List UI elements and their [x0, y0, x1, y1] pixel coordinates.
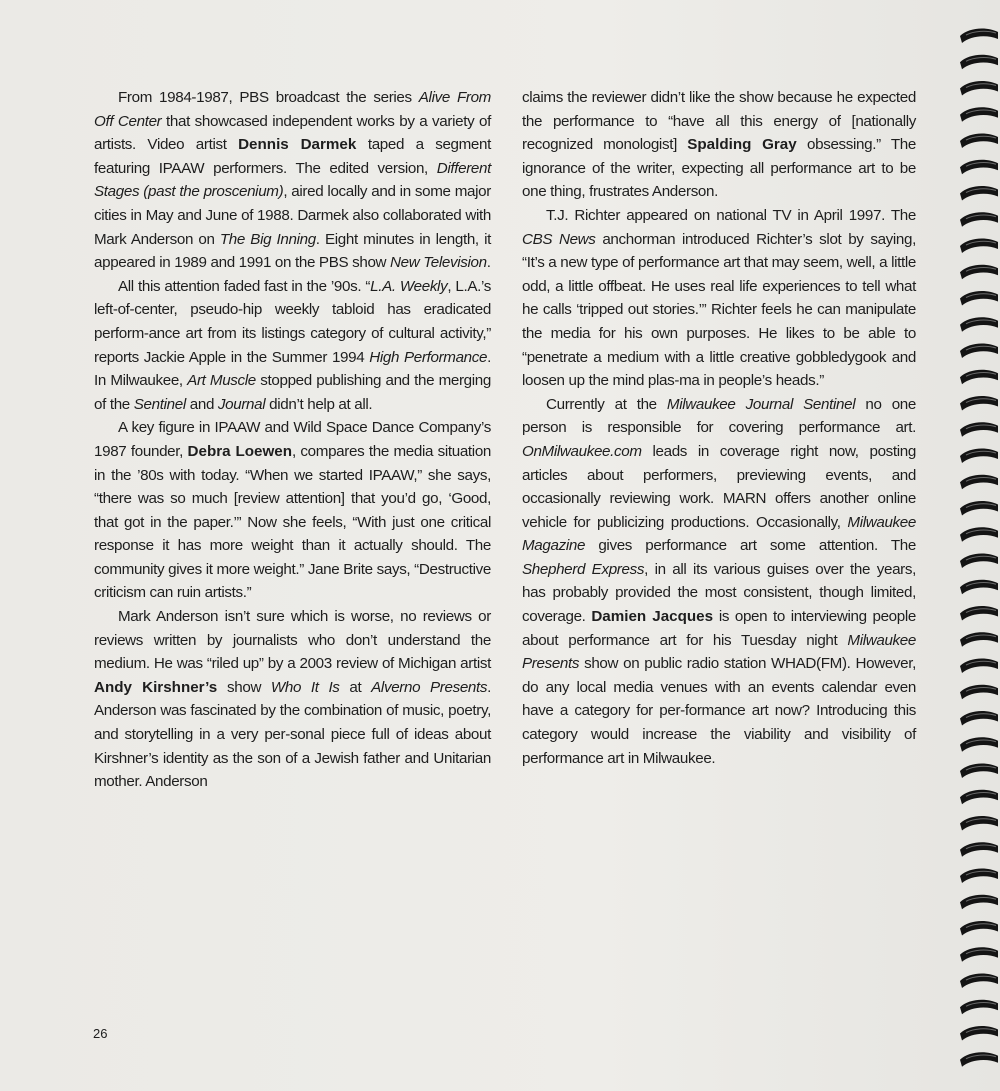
binding-coil — [960, 711, 998, 725]
binding-coil — [960, 659, 998, 673]
italic-title: Who It Is — [270, 678, 340, 696]
italic-title: Milwaukee Presents — [522, 631, 916, 673]
binding-coil — [960, 344, 998, 358]
binding-coil — [960, 1000, 998, 1014]
binding-coil — [960, 685, 998, 699]
italic-title: CBS News — [522, 230, 596, 248]
binding-coil — [960, 475, 998, 489]
text-run: . Anderson was fascinated by the combination of music, poetry, and storytelling in a very per-sonal piece full of ideas about Kirshner’s identity as the son of a Jewish father and Unitarian mother. Anderson — [94, 678, 491, 791]
italic-title: Milwaukee Magazine — [522, 513, 916, 555]
left-text-column — [94, 86, 491, 794]
italic-title: The Big Inning — [219, 230, 316, 248]
text-run: didn’t help at all. — [265, 395, 373, 413]
italic-title: Shepherd Express — [522, 560, 645, 578]
italic-title: New Television — [390, 254, 487, 272]
binding-coil — [960, 974, 998, 988]
binding-coil — [960, 554, 998, 568]
text-run: show on public radio station WHAD(FM). However, do any local media venues with an events calendar even have a category for per-formance art now? Introducing this category would increase the viability and visibility of performance art in Milwaukee. — [522, 655, 916, 767]
text-run: T.J. Richter appeared on national TV in April 1997. The — [546, 206, 916, 224]
text-run: , in all its various guises over the years, has probably provided the most consistent, though limited, coverage. — [522, 560, 916, 626]
binding-coil — [960, 1026, 998, 1040]
binding-coil — [960, 764, 998, 778]
paragraph — [94, 86, 491, 275]
italic-title: Alive From Off Center — [94, 89, 491, 130]
paragraph — [522, 204, 916, 393]
binding-coil — [960, 895, 998, 909]
binding-coil — [960, 921, 998, 935]
paragraph — [522, 86, 916, 204]
binding-coil — [960, 606, 998, 620]
binding-coil — [960, 527, 998, 541]
text-run: no one person is responsible for covering performance art. — [522, 395, 916, 437]
binding-coil — [960, 501, 998, 515]
text-run: gives performance art some attention. The — [585, 537, 916, 555]
binding-coil — [960, 632, 998, 646]
binding-coil — [960, 370, 998, 384]
paragraph — [94, 605, 491, 794]
binding-coil — [960, 790, 998, 804]
binding-coil — [960, 317, 998, 331]
binding-coil — [960, 869, 998, 883]
binding-coil — [960, 737, 998, 751]
text-run: that showcased independent works by a variety of artists. Video artist — [94, 112, 491, 154]
binding-coil — [960, 81, 998, 95]
paragraph — [94, 275, 491, 417]
page-number: 26 — [93, 1026, 108, 1041]
italic-title: Alverno Presents — [371, 678, 488, 696]
binding-coil — [960, 265, 998, 279]
binding-coil — [960, 134, 998, 148]
italic-title: OnMilwaukee.com — [522, 442, 642, 460]
text-run: at — [339, 678, 372, 696]
binding-coil — [960, 422, 998, 436]
text-run: . Eight minutes in length, it appeared in 1989 and 1991 on the PBS show — [94, 230, 491, 272]
text-run: anchorman introduced Richter’s slot by saying, “It’s a new type of performance art that may seem, well, a little odd, a little offbeat. He uses real life experiences to tell what he calls ‘tripped out stories.’” Richter feels he can manipulate the media for his own purposes. He likes to be able to “penetrate a medium with a little creative gobbledygook and loosen up the mind plas-ma in people’s heads.” — [522, 230, 916, 390]
text-run: . — [486, 254, 491, 272]
binding-coil — [960, 947, 998, 961]
binding-coil — [960, 396, 998, 410]
text-run: leads in coverage right now, posting articles about performers, previewing events, and occasionally reviewing work. MARN offers another online vehicle for publicizing productions. Occasionally, — [522, 442, 916, 531]
binding-coil — [960, 186, 998, 200]
paragraph — [94, 416, 491, 605]
text-run: claims the reviewer didn’t like the show because he expected the performance to “have all this energy of [nationally recognized monologist] — [522, 89, 916, 154]
text-run: A key figure in IPAAW and Wild Space Dance Company’s 1987 founder, — [94, 419, 491, 460]
bold-name: Spalding Gray — [687, 136, 797, 154]
binding-coil — [960, 291, 998, 305]
text-run: Mark Anderson isn’t sure which is worse, no reviews or reviews written by journalists who don’t understand the medium. He was “riled up” by a 2003 review of Michigan artist — [94, 608, 491, 673]
text-run: is open to interviewing people about performance art for his Tuesday night — [522, 608, 916, 649]
text-run: taped a segment featuring IPAAW performers. The edited version, — [94, 136, 491, 177]
binding-coil — [960, 580, 998, 594]
italic-title: Journal — [217, 395, 266, 413]
binding-coil — [960, 842, 998, 856]
italic-title: High Performance — [369, 348, 488, 366]
text-run: obsessing.” The ignorance of the writer, expecting all performance art to be one thing, frustrates Anderson. — [522, 136, 916, 201]
text-run: show — [217, 678, 271, 696]
binding-coil — [960, 239, 998, 253]
right-text-column — [522, 86, 916, 770]
spiral-binding-icon — [956, 20, 1000, 1070]
binding-coil — [960, 107, 998, 121]
binding-coil — [960, 816, 998, 830]
binding-coil — [960, 160, 998, 174]
paragraph — [522, 393, 916, 771]
binding-coil — [960, 55, 998, 69]
text-run: All this attention faded fast in the ’90s. “ — [118, 277, 371, 295]
text-run: From 1984-1987, PBS broadcast the series — [118, 89, 419, 106]
bold-name: Damien Jacques — [591, 608, 714, 626]
text-run: and — [185, 395, 218, 413]
binding-coil — [960, 29, 998, 43]
bold-name: Andy Kirshner’s — [94, 678, 218, 696]
bold-name: Dennis Darmek — [238, 136, 357, 154]
text-run: . In Milwaukee, — [94, 348, 491, 390]
binding-coil — [960, 212, 998, 226]
text-run: , aired locally and in some major cities in May and June of 1988. Darmek also collaborated with Mark Anderson on — [94, 183, 491, 248]
text-run: Currently at the — [546, 395, 667, 413]
binding-coil — [960, 1052, 998, 1066]
text-run: stopped publishing and the merging of the — [94, 372, 491, 413]
italic-title: Milwaukee Journal Sentinel — [666, 395, 856, 413]
italic-title: Sentinel — [133, 395, 186, 413]
italic-title: L.A. Weekly — [370, 277, 448, 295]
binding-coil — [960, 449, 998, 463]
text-run: , L.A.’s left-of-center, pseudo-hip weekly tabloid has eradicated perform-ance art from its listings category of cultural activity,” reports Jackie Apple in the Summer 1994 — [94, 277, 491, 366]
italic-title: Different Stages (past the proscenium) — [94, 159, 491, 201]
italic-title: Art Muscle — [187, 372, 256, 390]
bold-name: Debra Loewen — [187, 442, 293, 460]
text-run: , compares the media situation in the ’80s with today. “When we started IPAAW,” she says, “there was so much [review attention] that you’d go, ‘Good, that got in the paper.’” Now she feels, “With just one critical response it has more weight than it actually should. The community gives it more weight.” Jane Brite says, “Destructive criticism can ruin artists.” — [94, 442, 492, 602]
